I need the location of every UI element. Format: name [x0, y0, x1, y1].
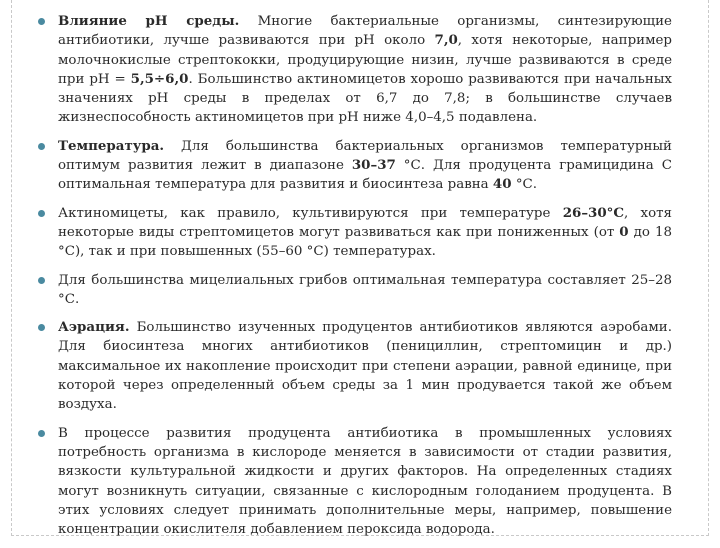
item-text: Для большинства мицелиальных грибов оптимальная температура составляет 25–28 °С.: [58, 272, 672, 307]
list-item-temperature: [36, 137, 672, 195]
bullet-icon: [38, 18, 45, 25]
list-item-ph: [36, 12, 672, 128]
item-bold-value: 40: [492, 176, 512, 193]
item-text: Для большинства бактериальных организмов температурный оптимум развития лежит в диапазоне: [58, 138, 672, 174]
item-text: °С.: [511, 177, 538, 193]
item-text: °С. Для продуцента грамицидина С оптимальная температура для развития и биосинтеза равна: [58, 158, 672, 193]
item-heading: Аэрация.: [58, 319, 130, 336]
item-heading: Влияние рН среды.: [58, 13, 240, 29]
item-text: Актиномицеты, как правило, культивируются при температуре: [58, 205, 563, 221]
bullet-icon: [38, 143, 45, 150]
item-bold-value: 5,5÷6,0: [130, 70, 189, 87]
item-heading: Температура.: [58, 137, 165, 154]
item-text: , хотя некоторые, например молочнокислые стрептококки, продуцирующие низин, лучше развиваются в среде при рН =: [58, 33, 672, 87]
item-bold-value: 26–30°С: [562, 204, 625, 221]
item-text: Большинство изученных продуцентов антибиотиков являются аэробами. Для биосинтеза многих антибиотиков (пенициллин, стрептомицин и др.) максимальное их накопление происходит при степени аэрации, равной единице, при которой через определенный объем среды за 1 мин продувается такой же объем воздуха.: [58, 320, 672, 413]
bullet-icon: [38, 324, 45, 331]
item-bold-value: 30–37: [351, 157, 396, 174]
list-item-actinomycetes: [36, 204, 672, 262]
item-text: В процессе развития продуцента антибиотика в промышленных условиях потребность организма в кислороде меняется в зависимости от стадии развития, вязкости культуральной жидкости и других факторов. На определенных стадиях могут возникнуть ситуации, связанные с кислородным голоданием продуцента. В этих условиях следует принимать дополнительные меры, например, повышение концентрации окислителя добавлением пероксида водорода.: [58, 425, 672, 538]
item-text: . Большинство актиномицетов хорошо развиваются при начальных значениях рН среды в пределах от 6,7 до 7,8; в большинстве случаев жизнеспособность актиномицетов при рН ниже 4,0–4,5 подавлена.: [58, 71, 672, 126]
list-item-fungi: [36, 271, 672, 310]
item-bold-value: 7,0: [434, 32, 458, 49]
bullet-icon: [38, 277, 45, 284]
item-text: , хотя некоторые виды стрептомицетов могут развиваться как при пониженных (от: [58, 205, 672, 240]
item-text: до 18 °С), так и при повышенных (55–60 °С) температурах.: [58, 224, 672, 260]
bullet-list: [36, 12, 672, 548]
item-text: Многие бактериальные организмы, синтезирующие антибиотики, лучше развиваются при рН около: [58, 14, 672, 49]
list-item-oxygen: [36, 424, 672, 540]
bullet-icon: [38, 210, 45, 217]
list-item-aeration: [36, 318, 672, 414]
item-bold-value: 0: [619, 223, 629, 240]
bullet-icon: [38, 430, 45, 437]
